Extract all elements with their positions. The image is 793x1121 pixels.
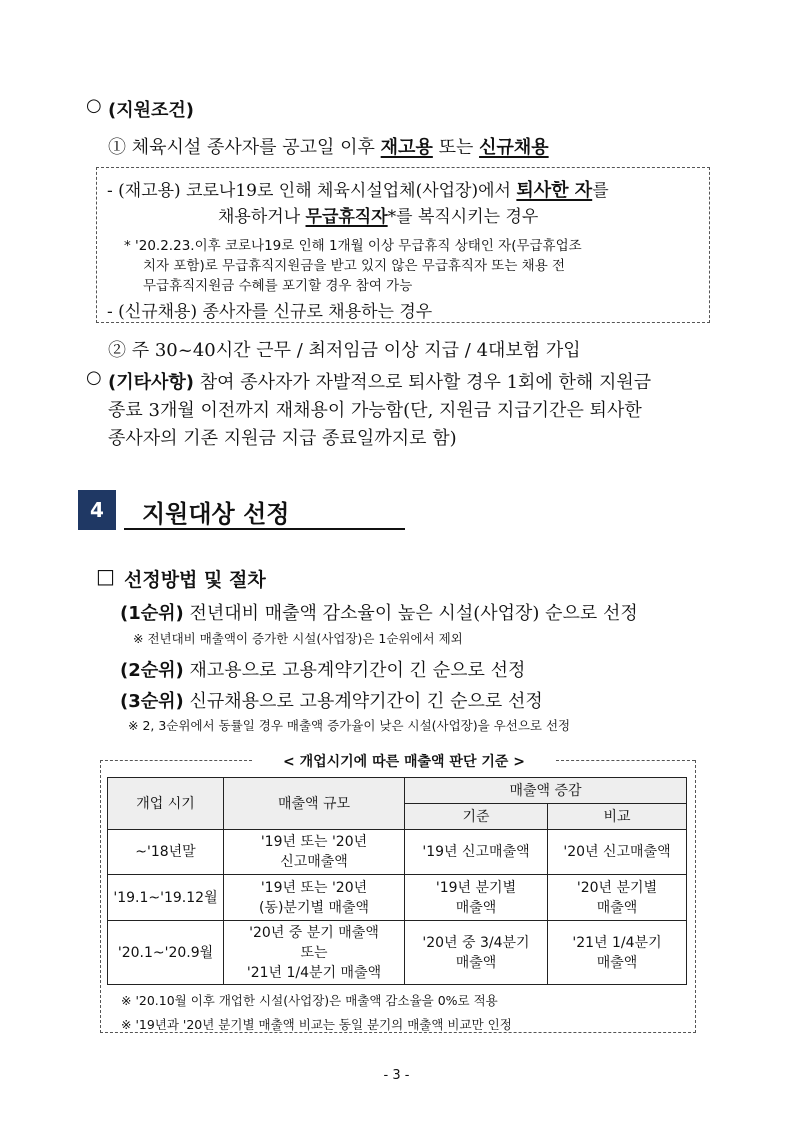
footnote-line-2: 치자 포함)로 무급휴직지원금을 받고 있지 않은 무급휴직자 또는 채용 전 (143, 258, 566, 274)
page-number: - 3 - (383, 1068, 410, 1083)
text: 를 (592, 181, 609, 201)
rank-label: (1순위) (120, 603, 184, 624)
cell-scale (224, 921, 405, 985)
cell-period: '19.1~'19.12월 (108, 875, 224, 921)
rank-3 (120, 687, 543, 713)
rank-label: (3순위) (120, 691, 184, 712)
condition-item-2 (108, 336, 581, 362)
cell-base (405, 875, 548, 921)
item-text: 체육시설 종사자를 공고일 이후 (131, 137, 381, 158)
line: '19년 분기별 (435, 879, 517, 896)
rank-2 (120, 656, 525, 682)
table-caption: < 개업시기에 따른 매출액 판단 기준 > (282, 754, 526, 770)
rank-1-note: ※ 전년대비 매출액이 증가한 시설(사업장)은 1순위에서 제외 (133, 631, 463, 646)
line: '20년 중 분기 매출액 (249, 924, 379, 941)
rehire-line-1 (107, 176, 609, 202)
selection-title: 선정방법 및 절차 (124, 569, 266, 591)
keyword-unpaid-leave: 무급휴직자 (305, 207, 388, 227)
checkbox-icon: □ (96, 564, 115, 588)
section-title: 지원대상 선정 (142, 500, 290, 528)
cell-compare (548, 921, 687, 985)
line: 또는 (300, 944, 328, 961)
table-row (108, 921, 687, 985)
other-title: (기타사항) (108, 372, 195, 393)
condition-item-1 (108, 133, 549, 159)
line: 매출액 (455, 899, 497, 916)
text: 참여 종사자가 자발적으로 퇴사할 경우 1회에 한해 지원금 (199, 372, 652, 393)
header-base: 기준 (405, 804, 548, 830)
keyword-newhire: 신규채용 (479, 137, 549, 158)
rank-text: 재고용으로 고용계약기간이 긴 순으로 선정 (189, 660, 526, 681)
footnote-line-1: * '20.2.23.이후 코로나19로 인해 1개월 이상 무급휴직 상태인 자(무급휴업조 (124, 238, 582, 254)
header-scale: 매출액 규모 (224, 778, 405, 830)
conditions-title: (지원조건) (108, 100, 195, 121)
cell-compare (548, 875, 687, 921)
rank-text: 전년대비 매출액 감소율이 높은 시설(사업장) 순으로 선정 (189, 603, 638, 624)
rank-3-note: ※ 2, 3순위에서 동률일 경우 매출액 증가율이 낮은 시설(사업장)을 우선으로 선정 (128, 718, 571, 733)
table-row (108, 875, 687, 921)
rank-text: 신규채용으로 고용계약기간이 긴 순으로 선정 (189, 691, 543, 712)
caption-line-right (556, 760, 695, 761)
criteria-table (107, 777, 687, 985)
line: 매출액 (455, 954, 497, 971)
cell-period: ~'18년말 (108, 830, 224, 875)
line: '20년 중 3/4분기 (422, 934, 530, 951)
table-header-row (108, 778, 687, 804)
rank-1 (120, 599, 638, 625)
item-number: ① (108, 137, 126, 158)
line: 신고매출액 (280, 854, 348, 870)
section-number: 4 (78, 490, 116, 530)
bullet: ○ (86, 95, 102, 116)
keyword-resigned: 퇴사한 자 (516, 180, 593, 201)
header-period: 개업 시기 (108, 778, 224, 830)
text: - (재고용) 코로나19로 인해 체육시설업체(사업장)에서 (107, 181, 517, 201)
item-text: 주 30~40시간 근무 / 최저임금 이상 지급 / 4대보험 가입 (131, 340, 581, 361)
header-change: 매출액 증감 (405, 778, 687, 804)
other-line-3: 종사자의 기존 지원금 지급 종료일까지로 함) (108, 428, 457, 449)
header-compare: 비교 (548, 804, 687, 830)
text: 채용하거나 (218, 207, 306, 227)
cell-base (405, 921, 548, 985)
item-number: ② (108, 340, 126, 361)
section-underline (124, 528, 405, 530)
cell-period: '20.1~'20.9월 (108, 921, 224, 985)
rank-label: (2순위) (120, 660, 184, 681)
line: '21년 1/4분기 매출액 (246, 964, 382, 981)
line: 매출액 (596, 954, 638, 971)
rehire-line-2 (218, 202, 538, 227)
table-row (108, 830, 687, 875)
line: '19년 또는 '20년 (260, 879, 368, 896)
other-line-2: 종료 3개월 이전까지 재채용이 가능함(단, 지원금 지급기간은 퇴사한 (108, 400, 642, 421)
line: '21년 1/4분기 (572, 934, 662, 951)
line: '19년 또는 '20년 (260, 834, 368, 850)
cell-compare: '20년 신고매출액 (548, 830, 687, 875)
footnote-line-3: 무급휴직지원금 수혜를 포기할 경우 참여 가능 (143, 278, 413, 294)
cell-scale (224, 875, 405, 921)
item-text: 또는 (432, 137, 480, 158)
cell-base: '19년 신고매출액 (405, 830, 548, 875)
line: '20년 분기별 (576, 879, 658, 896)
text: *를 복직시키는 경우 (387, 207, 539, 227)
caption-line-left (100, 760, 252, 761)
keyword-rehire: 재고용 (380, 137, 433, 158)
other-line-1 (108, 368, 651, 394)
table-note-2: ※ '19년과 '20년 분기별 매출액 비교는 동일 분기의 매출액 비교만 인정 (121, 1017, 512, 1032)
line: (동)분기별 매출액 (258, 899, 370, 916)
table-note-1: ※ '20.10월 이후 개업한 시설(사업장)은 매출액 감소율을 0%로 적용 (121, 993, 498, 1008)
bullet: ○ (86, 367, 102, 388)
cell-scale (224, 830, 405, 875)
line: 매출액 (596, 899, 638, 916)
newhire-line: - (신규채용) 종사자를 신규로 채용하는 경우 (107, 302, 433, 322)
